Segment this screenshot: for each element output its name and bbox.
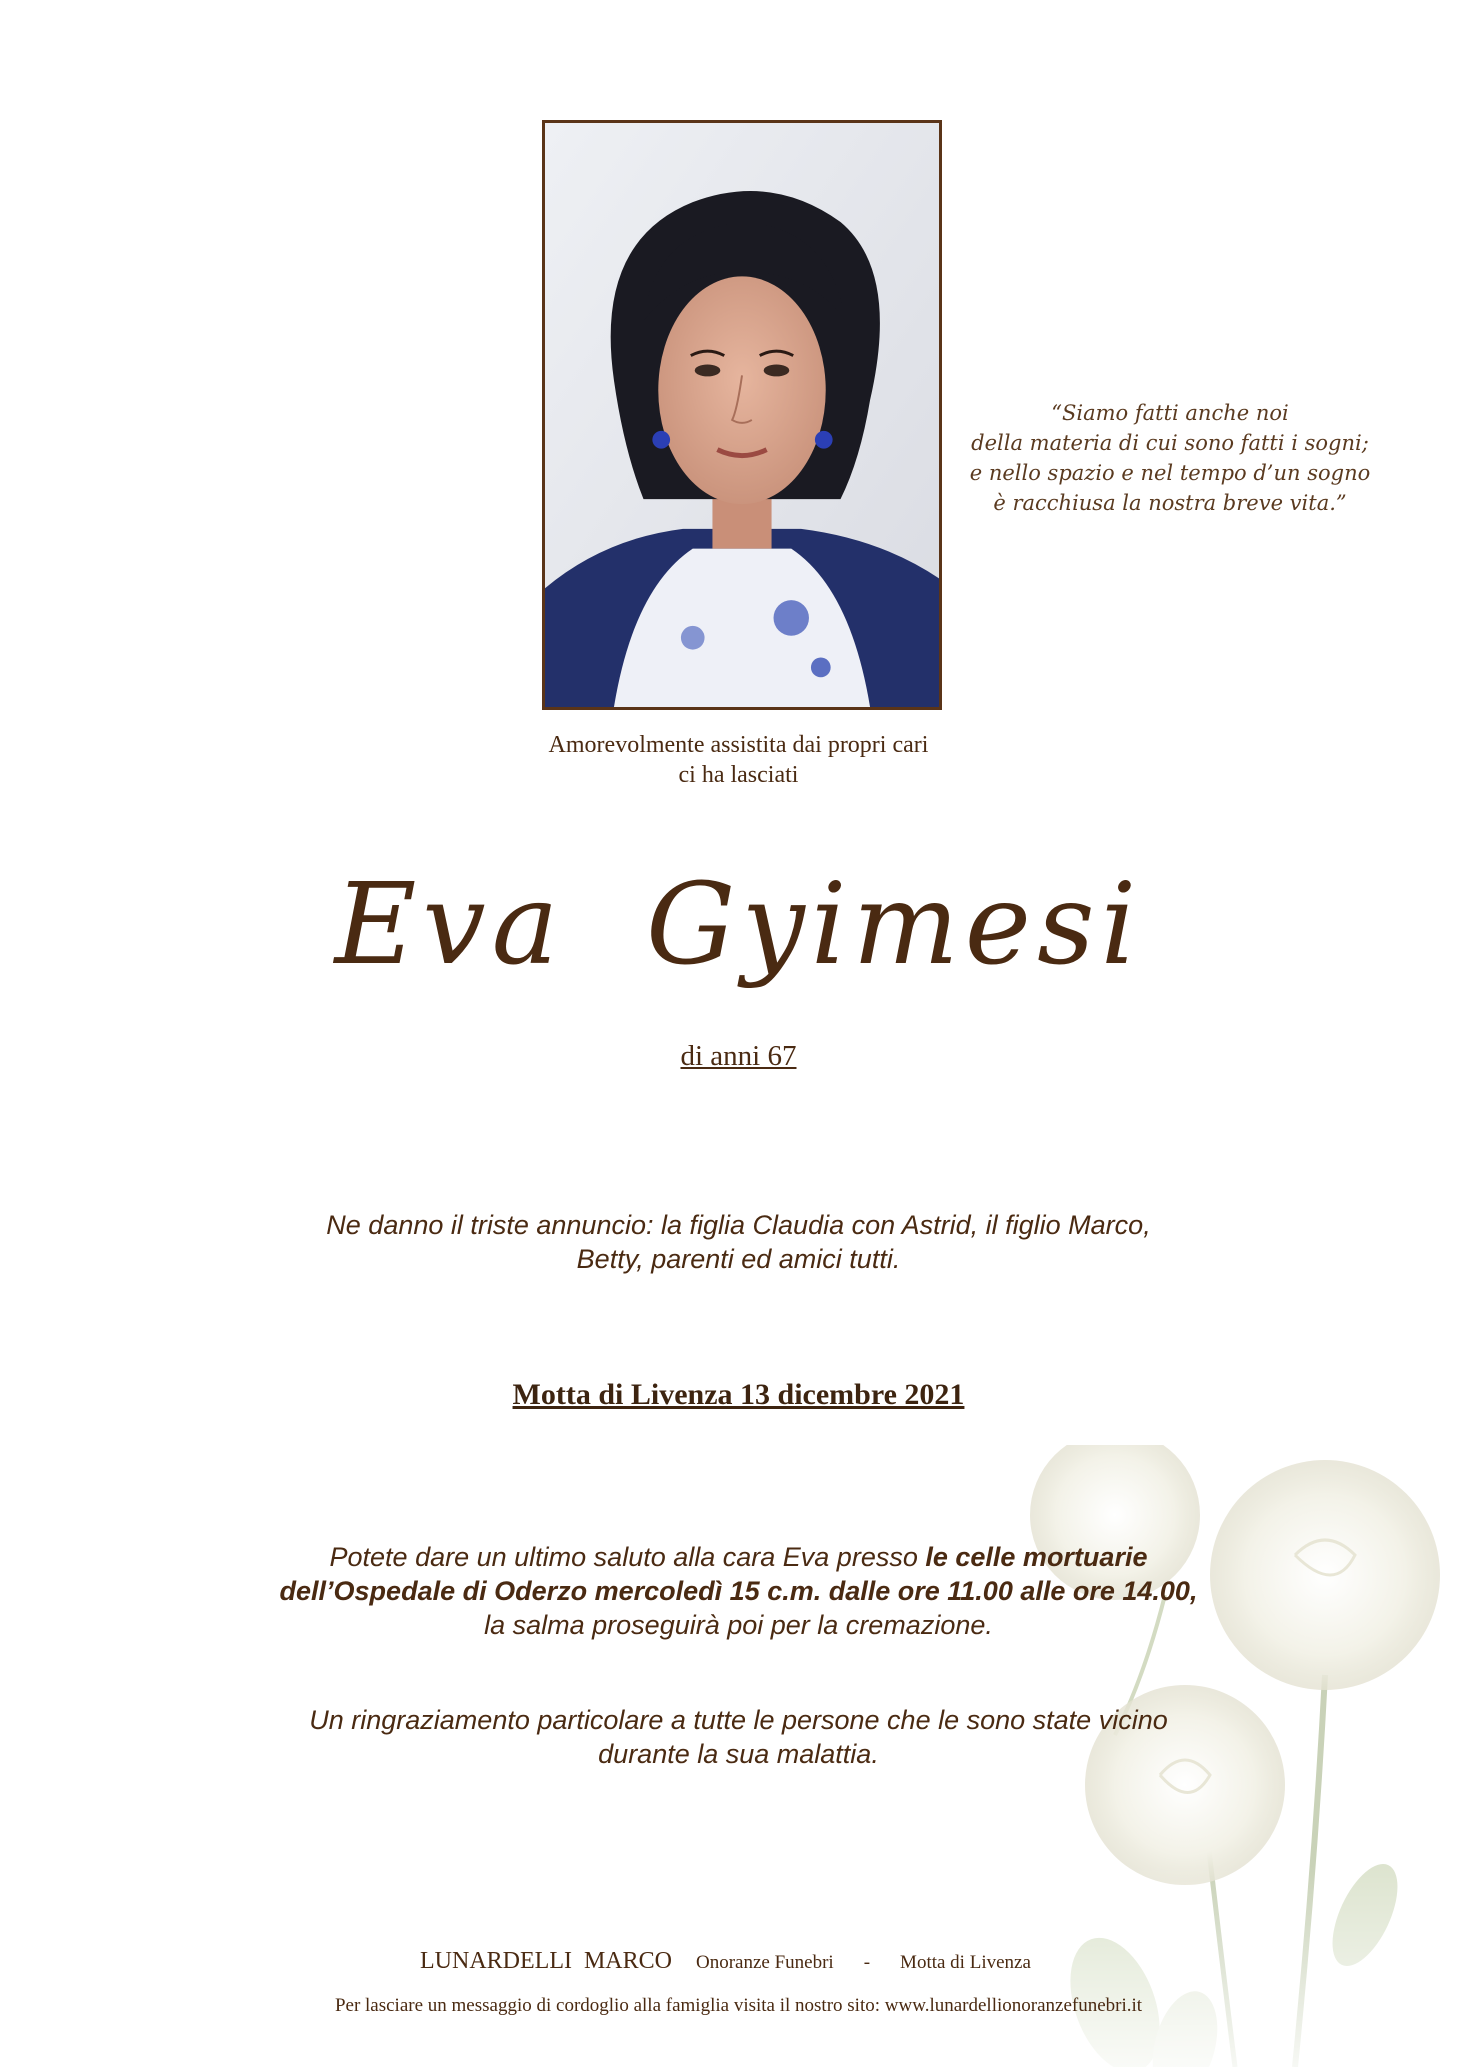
- thanks-message: [0, 1703, 1477, 1771]
- visitation-location: le celle mortuarie: [925, 1542, 1148, 1572]
- intro-line: ci ha lasciati: [678, 762, 799, 788]
- visitation-text: Potete dare un ultimo saluto alla cara Eva presso: [329, 1542, 926, 1572]
- visitation-line-2: [0, 1574, 1477, 1608]
- poem-quote: [960, 398, 1380, 518]
- footer-separator: -: [863, 1952, 871, 1973]
- announcement-line: Betty, parenti ed amici tutti.: [576, 1244, 901, 1274]
- deceased-age: di anni 67: [680, 1040, 797, 1072]
- visitation-line-3: la salma proseguirà poi per la cremazione.: [484, 1610, 993, 1640]
- announcement-line: Ne danno il triste annuncio: la figlia Claudia con Astrid, il figlio Marco,: [326, 1210, 1151, 1240]
- portrait-photo: [542, 120, 942, 710]
- condolence-message: Per lasciare un messaggio di cordoglio alla famiglia visita il nostro sito: www.lunardellionoranzefunebri.it: [334, 1995, 1143, 2016]
- visitation-line-1: [0, 1540, 1477, 1574]
- intro-line: Amorevolmente assistita dai propri cari: [548, 732, 929, 758]
- company-service: Onoranze Funebri: [696, 1952, 834, 1973]
- visitation-time: dell’Ospedale di Oderzo mercoledì 15 c.m. dalle ore 11.00 alle ore 14.00,: [279, 1576, 1198, 1606]
- quote-line: “Siamo fatti anche noi: [1051, 401, 1289, 425]
- deceased-name: Eva Gyimesi: [334, 860, 1143, 990]
- company-name: LUNARDELLI MARCO: [420, 1948, 672, 1974]
- thanks-line: durante la sua malattia.: [598, 1739, 879, 1769]
- announcement: [0, 1208, 1477, 1276]
- intro-text: [0, 730, 1477, 790]
- quote-line: e nello spazio e nel tempo d’un sogno: [969, 461, 1371, 485]
- place-date: Motta di Livenza 13 dicembre 2021: [512, 1378, 965, 1411]
- visitation-info: [0, 1540, 1477, 1642]
- thanks-line: Un ringraziamento particolare a tutte le persone che le sono state vicino: [309, 1705, 1168, 1735]
- quote-line: della materia di cui sono fatti i sogni;: [971, 431, 1369, 455]
- company-town: Motta di Livenza: [900, 1952, 1031, 1973]
- funeral-home-info: [420, 1948, 1031, 1975]
- quote-line: è racchiusa la nostra breve vita.”: [993, 491, 1347, 515]
